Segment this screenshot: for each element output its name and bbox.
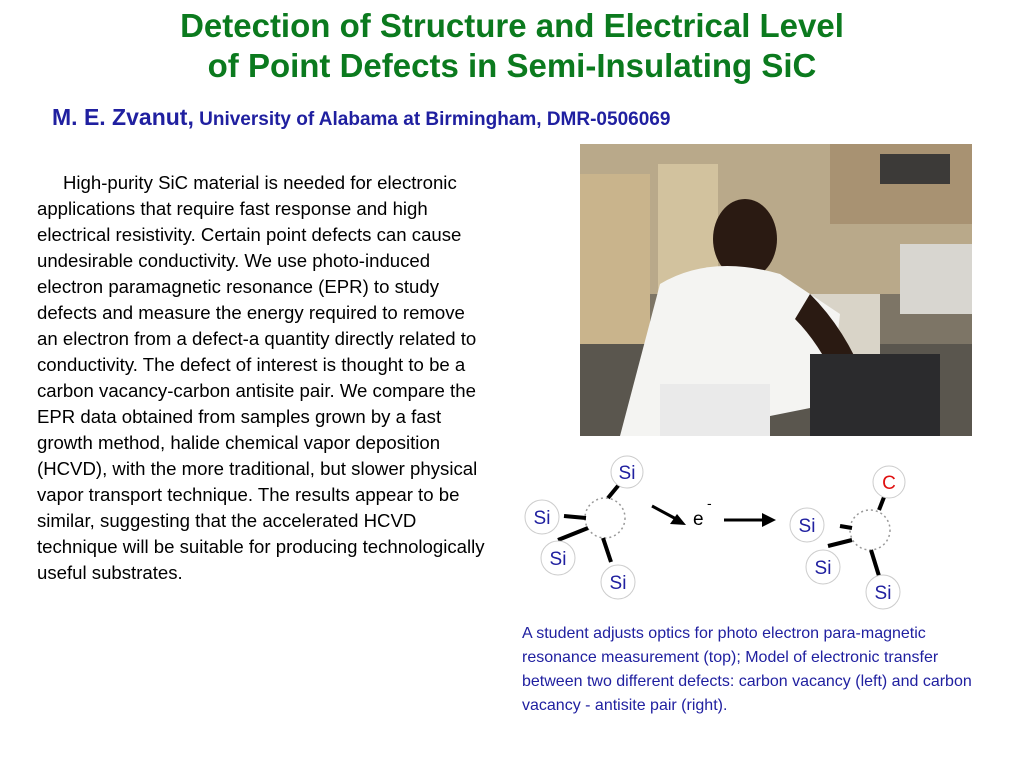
arrow-in-line xyxy=(652,506,678,520)
defect-transfer-diagram xyxy=(500,448,1020,618)
left-atom-bottom-left: Si xyxy=(549,549,567,570)
right-atom-left: Si xyxy=(798,516,816,537)
left-atom-top: Si xyxy=(618,463,636,484)
lab-photo-image xyxy=(580,144,972,436)
body-text xyxy=(37,170,485,586)
title-line-1: Detection of Structure and Electrical Level xyxy=(180,7,844,44)
author-name: M. E. Zvanut, xyxy=(52,104,194,130)
left-bond-left xyxy=(564,516,586,518)
right-atom-bottom-left: Si xyxy=(814,558,832,579)
author-line xyxy=(52,104,670,133)
slide-title xyxy=(0,6,1024,86)
arrow-out-head xyxy=(762,513,776,527)
lab-photo xyxy=(580,144,972,436)
right-bond-left xyxy=(840,526,852,528)
right-bond-bottom xyxy=(871,550,879,576)
left-vacancy-site xyxy=(585,498,625,538)
figure-caption: A student adjusts optics for photo electron para-magnetic resonance measurement (top); Model of electronic transfer between two different defects: carbon vacancy (left) and carbon vacancy - antisite pair (right). xyxy=(522,625,972,714)
body-paragraph: High-purity SiC material is needed for electronic applications that require fast response and high electrical resistivity. Certain point defects can cause undesirable conductivity. We use photo-induced electron paramagnetic resonance (EPR) to study defects and measure the energy required to remove an electron from a defect-a quantity directly related to conductivity. The defect of interest is thought to be a carbon vacancy-carbon antisite pair. We compare the EPR data obtained from samples grown by a fast growth method, halide chemical vapor deposition (HCVD), with the more traditional, but slower physical vapor transport technique. The results appear to be similar, suggesting that the accelerated HCVD technique will be suitable for producing technologically useful substrates. xyxy=(37,172,485,583)
author-affiliation: University of Alabama at Birmingham, DMR-0506069 xyxy=(199,109,671,130)
right-bond-bottom-left xyxy=(828,540,852,546)
left-bond-bottom-left xyxy=(558,528,588,540)
electron-charge: - xyxy=(707,495,712,511)
right-vacancy-site xyxy=(850,510,890,550)
title-line-2: of Point Defects in Semi-Insulating SiC xyxy=(207,47,817,84)
electron-label: e xyxy=(693,509,704,530)
right-atom-top: C xyxy=(882,473,896,494)
left-atom-bottom: Si xyxy=(609,573,627,594)
left-atom-left: Si xyxy=(533,508,551,529)
right-atom-bottom: Si xyxy=(874,583,892,604)
left-bond-bottom xyxy=(603,538,611,562)
